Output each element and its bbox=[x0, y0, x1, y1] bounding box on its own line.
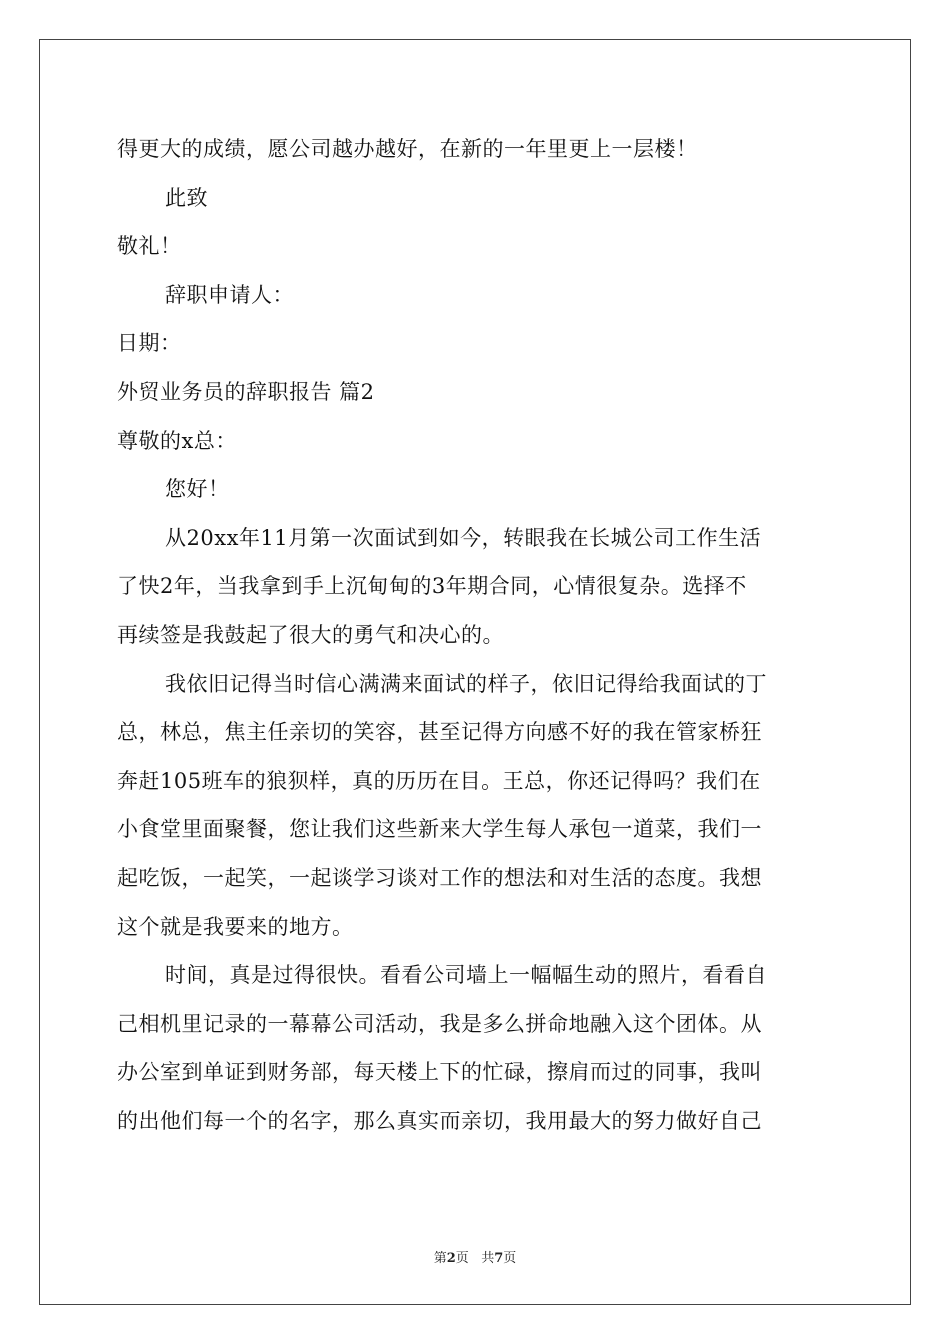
paragraph-line: 办公室到单证到财务部，每天楼上下的忙碌，擦肩而过的同事，我叫 bbox=[117, 1060, 762, 1085]
signature-label: 辞职申请人： bbox=[165, 282, 294, 307]
closing-salutation: 此致 bbox=[165, 185, 208, 210]
page-prefix: 第 bbox=[433, 1251, 447, 1266]
paragraph-line: 起吃饭，一起笑，一起谈学习谈对工作的想法和对生活的态度。我想 bbox=[117, 865, 762, 890]
total-suffix: 页 bbox=[503, 1251, 517, 1266]
document-body bbox=[117, 125, 837, 1145]
date-label: 日期： bbox=[117, 331, 182, 356]
total-pages: 7 bbox=[494, 1251, 504, 1266]
paragraph-line: 己相机里记录的一幕幕公司活动，我是多么拼命地融入这个团体。从 bbox=[117, 1011, 762, 1036]
total-prefix: 共 bbox=[481, 1251, 495, 1266]
paragraph-line: 总，林总，焦主任亲切的笑容，甚至记得方向感不好的我在管家桥狂 bbox=[117, 720, 762, 745]
greeting: 您好！ bbox=[165, 477, 230, 502]
greeting-recipient: 尊敬的x总： bbox=[117, 428, 237, 453]
paragraph-line: 奔赶105班车的狼狈样，真的历历在目。王总，你还记得吗？我们在 bbox=[117, 768, 761, 793]
closing-regards: 敬礼！ bbox=[117, 234, 182, 259]
page-number: 2 bbox=[446, 1251, 456, 1266]
page-suffix: 页 bbox=[455, 1251, 469, 1266]
text-line: 得更大的成绩，愿公司越办越好，在新的一年里更上一层楼！ bbox=[117, 137, 698, 161]
paragraph-line: 从20xx年11月第一次面试到如今，转眼我在长城公司工作生活 bbox=[165, 525, 762, 550]
section-title: 外贸业务员的辞职报告 篇2 bbox=[117, 379, 375, 404]
paragraph-line: 了快2年，当我拿到手上沉甸甸的3年期合同，心情很复杂。选择不 bbox=[117, 574, 747, 599]
paragraph-line: 的出他们每一个的名字，那么真实而亲切，我用最大的努力做好自己 bbox=[117, 1108, 762, 1133]
page-footer bbox=[0, 1247, 950, 1266]
paragraph-line: 小食堂里面聚餐，您让我们这些新来大学生每人承包一道菜，我们一 bbox=[117, 817, 762, 842]
paragraph-line: 时间，真是过得很快。看看公司墙上一幅幅生动的照片，看看自 bbox=[165, 963, 767, 988]
paragraph-line: 这个就是我要来的地方。 bbox=[117, 914, 354, 939]
paragraph-line: 我依旧记得当时信心满满来面试的样子，依旧记得给我面试的丁 bbox=[165, 671, 767, 696]
paragraph-line: 再续签是我鼓起了很大的勇气和决心的。 bbox=[117, 622, 504, 647]
